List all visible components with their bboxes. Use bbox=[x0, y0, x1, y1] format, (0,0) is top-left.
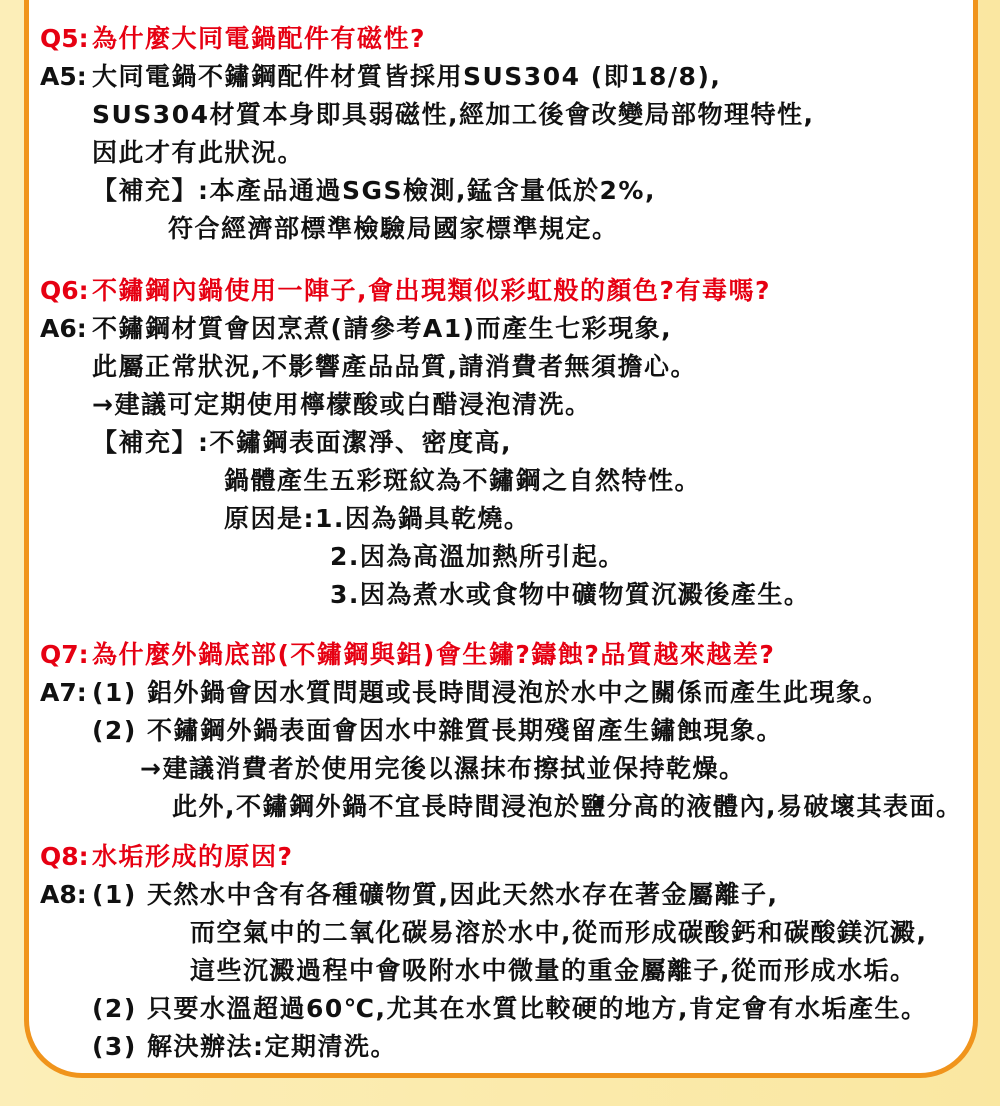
faq-card bbox=[24, 0, 978, 1078]
faq-content bbox=[29, 0, 973, 1066]
answer-line bbox=[40, 750, 973, 788]
answer-text: 這些沉澱過程中會吸附水中微量的重金屬離子,從而形成水垢。 bbox=[190, 956, 917, 985]
answer-line bbox=[40, 58, 973, 96]
faq-item-q6 bbox=[40, 272, 973, 614]
answer-label: A5: bbox=[40, 62, 87, 91]
question-line-q8 bbox=[40, 838, 973, 876]
answer-line bbox=[40, 876, 973, 914]
answer-text: →建議消費者於使用完後以濕抹布擦拭並保持乾燥。 bbox=[140, 754, 746, 783]
answer-label: A6: bbox=[40, 314, 87, 343]
question-label: Q5: bbox=[40, 24, 89, 53]
answer-text: 此外,不鏽鋼外鍋不宜長時間浸泡於鹽分高的液體內,易破壞其表面。 bbox=[172, 792, 963, 821]
faq-item-q8 bbox=[40, 838, 973, 1066]
answer-text: (3) 解決辦法:定期清洗。 bbox=[92, 1032, 397, 1061]
answer-line bbox=[40, 96, 973, 134]
answer-label: A8: bbox=[40, 880, 87, 909]
answer-text: (2) 只要水溫超過60℃,尤其在水質比較硬的地方,肯定會有水垢產生。 bbox=[92, 994, 928, 1023]
faq-item-q7 bbox=[40, 636, 973, 826]
answer-line bbox=[40, 990, 973, 1028]
answer-line bbox=[40, 386, 973, 424]
answer-text: 大同電鍋不鏽鋼配件材質皆採用SUS304 (即18/8), bbox=[92, 62, 722, 91]
answer-line bbox=[40, 134, 973, 172]
answer-text: 符合經濟部標準檢驗局國家標準規定。 bbox=[168, 214, 619, 243]
answer-line bbox=[40, 210, 973, 248]
answer-text: (1) 鋁外鍋會因水質問題或長時間浸泡於水中之關係而產生此現象。 bbox=[92, 678, 889, 707]
question-label: Q8: bbox=[40, 842, 89, 871]
answer-line bbox=[40, 310, 973, 348]
question-label: Q6: bbox=[40, 276, 89, 305]
answer-line bbox=[40, 462, 973, 500]
answer-text: 【補充】:不鏽鋼表面潔淨、密度高, bbox=[92, 428, 512, 457]
answer-text: (2) 不鏽鋼外鍋表面會因水中雜質長期殘留產生鏽蝕現象。 bbox=[92, 716, 783, 745]
answer-line bbox=[40, 576, 973, 614]
answer-text: 鍋體產生五彩斑紋為不鏽鋼之自然特性。 bbox=[224, 466, 702, 495]
question-label: Q7: bbox=[40, 640, 89, 669]
answer-text: 原因是:1.因為鍋具乾燒。 bbox=[224, 504, 531, 533]
answer-line bbox=[40, 914, 973, 952]
question-text: 不鏽鋼內鍋使用一陣子,會出現類似彩虹般的顏色?有毒嗎? bbox=[92, 276, 772, 305]
answer-text: 此屬正常狀況,不影響產品品質,請消費者無須擔心。 bbox=[92, 352, 697, 381]
answer-label: A7: bbox=[40, 678, 87, 707]
answer-line bbox=[40, 952, 973, 990]
question-text: 為什麼大同電鍋配件有磁性? bbox=[92, 24, 427, 53]
answer-text: (1) 天然水中含有各種礦物質,因此天然水存在著金屬離子, bbox=[92, 880, 779, 909]
answer-line bbox=[40, 538, 973, 576]
answer-line bbox=[40, 1028, 973, 1066]
question-line-q5 bbox=[40, 20, 973, 58]
faq-item-q5 bbox=[40, 20, 973, 248]
answer-line bbox=[40, 712, 973, 750]
answer-line bbox=[40, 788, 973, 826]
answer-line bbox=[40, 348, 973, 386]
answer-text: 而空氣中的二氧化碳易溶於水中,從而形成碳酸鈣和碳酸鎂沉澱, bbox=[190, 918, 928, 947]
answer-line bbox=[40, 424, 973, 462]
question-text: 水垢形成的原因? bbox=[92, 842, 294, 871]
question-line-q6 bbox=[40, 272, 973, 310]
answer-line bbox=[40, 674, 973, 712]
question-text: 為什麼外鍋底部(不鏽鋼與鋁)會生鏽?鑄蝕?品質越來越差? bbox=[92, 640, 776, 669]
answer-text: →建議可定期使用檸檬酸或白醋浸泡清洗。 bbox=[92, 390, 592, 419]
answer-line bbox=[40, 172, 973, 210]
answer-text: 【補充】:本產品通過SGS檢測,錳含量低於2%, bbox=[92, 176, 656, 205]
answer-text: SUS304材質本身即具弱磁性,經加工後會改變局部物理特性, bbox=[92, 100, 815, 129]
answer-line bbox=[40, 500, 973, 538]
answer-text: 3.因為煮水或食物中礦物質沉澱後產生。 bbox=[330, 580, 811, 609]
answer-text: 因此才有此狀況。 bbox=[92, 138, 305, 167]
answer-text: 不鏽鋼材質會因烹煮(請參考A1)而產生七彩現象, bbox=[92, 314, 673, 343]
answer-text: 2.因為高溫加熱所引起。 bbox=[330, 542, 625, 571]
question-line-q7 bbox=[40, 636, 973, 674]
